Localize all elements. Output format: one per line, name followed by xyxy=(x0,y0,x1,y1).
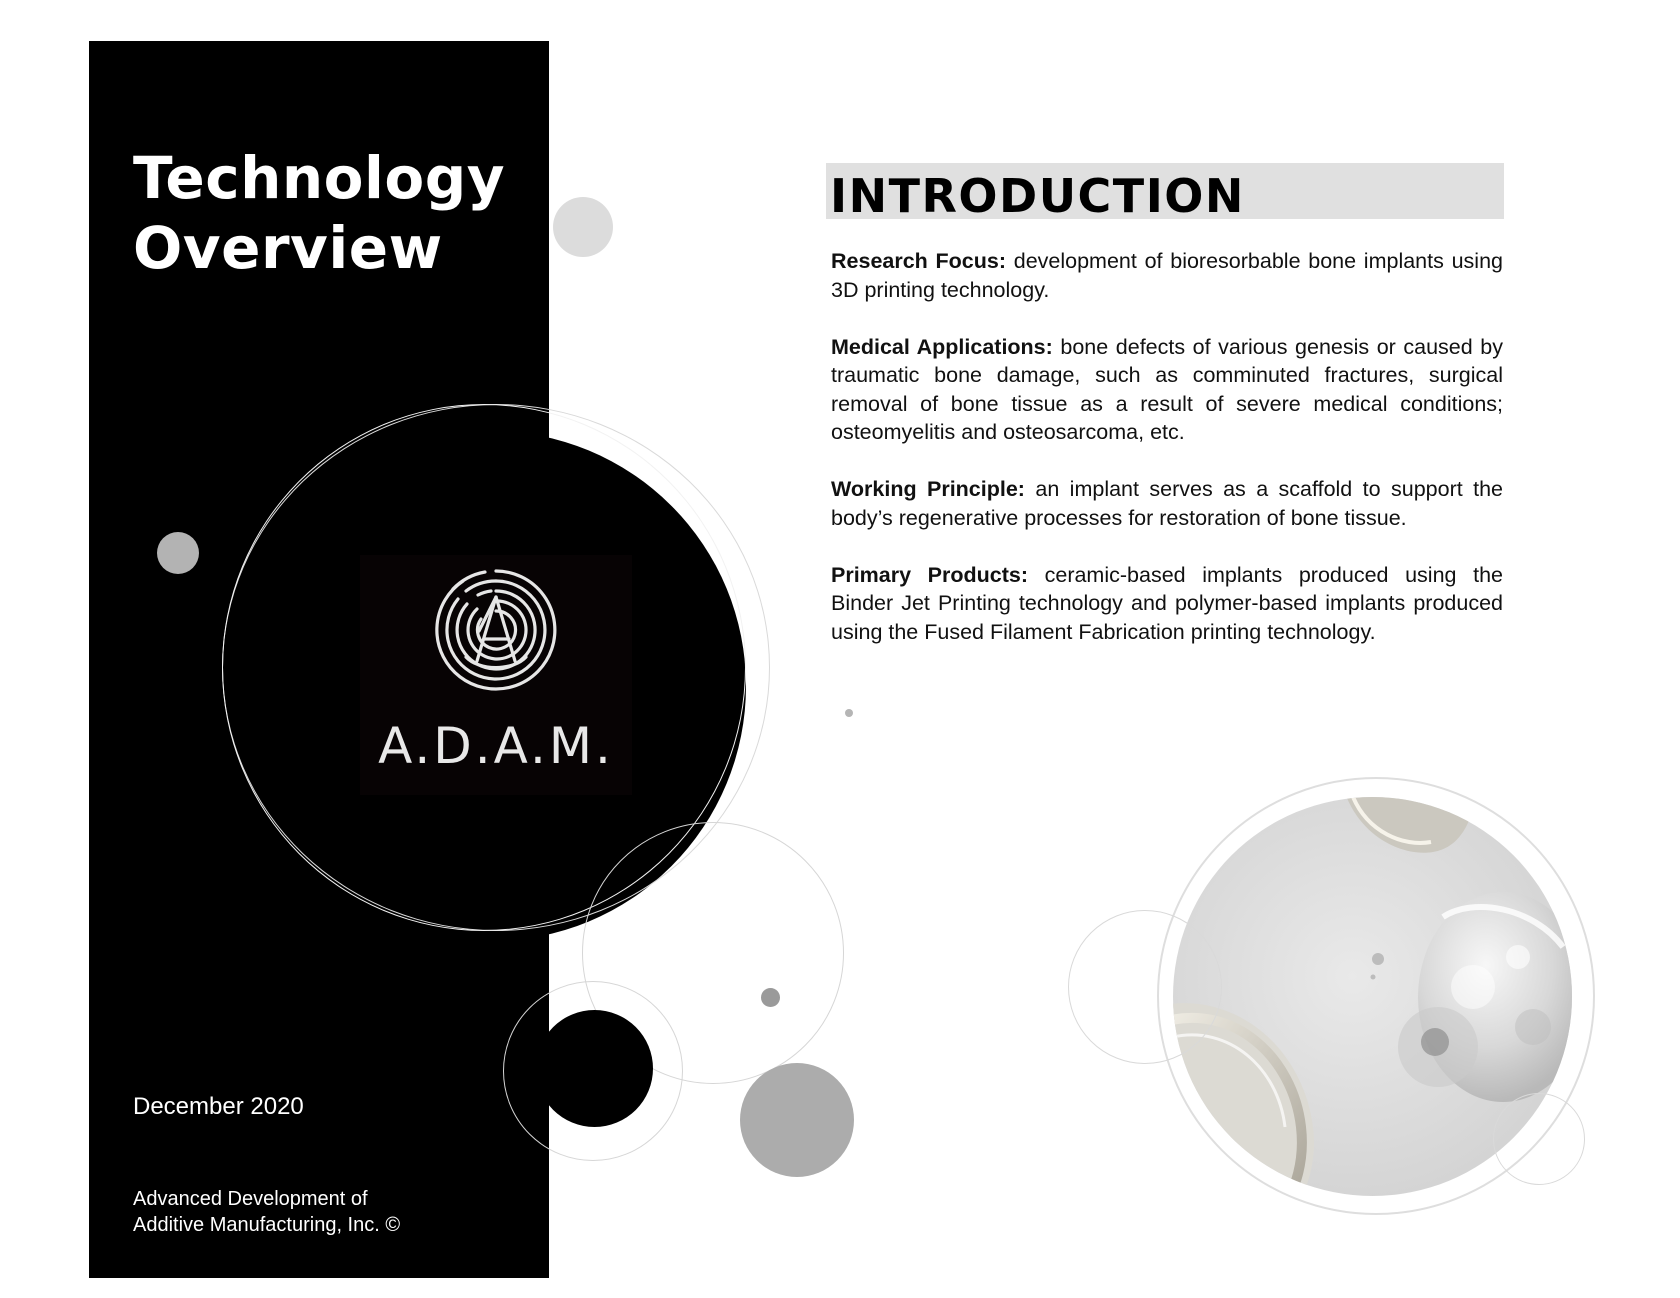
cover-title xyxy=(133,143,505,283)
photo-overlap-circle-left xyxy=(1068,910,1222,1064)
intro-content xyxy=(831,247,1503,675)
primary-products-text: ceramic-based implants produced using the Binder Jet Printing technology and polymer-based implants produced using the Fused Filament Fabrication printing technology. xyxy=(831,562,1503,644)
medical-applications-label: Medical Applications: xyxy=(831,334,1053,359)
labyrinth-logo-icon xyxy=(433,567,559,693)
cover-date: December 2020 xyxy=(133,1093,304,1120)
research-focus-label: Research Focus: xyxy=(831,249,1007,273)
primary-products-paragraph xyxy=(831,561,1503,647)
intro-heading: INTRODUCTION xyxy=(830,169,1245,223)
adam-logo xyxy=(360,555,632,795)
light-gray-dot xyxy=(553,197,613,257)
working-principle-text: an implant serves as a scaffold to support the body’s regenerative processes for restoration of bone tissue. xyxy=(831,477,1503,530)
large-gray-circle xyxy=(740,1063,854,1177)
photo-overlap-circle-right xyxy=(1493,1093,1585,1185)
primary-products-label: Primary Products: xyxy=(831,562,1029,587)
cover-title-line1: Technology xyxy=(133,144,506,212)
company-line2: Additive Manufacturing, Inc. © xyxy=(133,1214,401,1236)
medical-applications-paragraph xyxy=(831,333,1503,447)
research-focus-paragraph xyxy=(831,247,1503,304)
working-principle-paragraph xyxy=(831,475,1503,532)
company-line1: Advanced Development of xyxy=(133,1188,368,1210)
research-focus-text: development of bioresorbable bone implants using 3D printing technology. xyxy=(831,249,1503,302)
working-principle-label: Working Principle: xyxy=(831,477,1025,501)
outline-circle-small xyxy=(503,981,683,1161)
company-name xyxy=(133,1186,400,1238)
tiny-gray-dot xyxy=(845,709,853,717)
logo-text: A.D.A.M. xyxy=(378,717,614,775)
small-gray-dot xyxy=(761,988,780,1007)
gray-dot-left xyxy=(157,532,199,574)
medical-applications-text: bone defects of various genesis or caused by traumatic bone damage, such as comminuted fractures, surgical removal of bone tissue as a result of severe medical conditions; osteomyelitis and osteosarcoma, etc. xyxy=(831,334,1503,444)
cover-title-line2: Overview xyxy=(133,214,443,282)
